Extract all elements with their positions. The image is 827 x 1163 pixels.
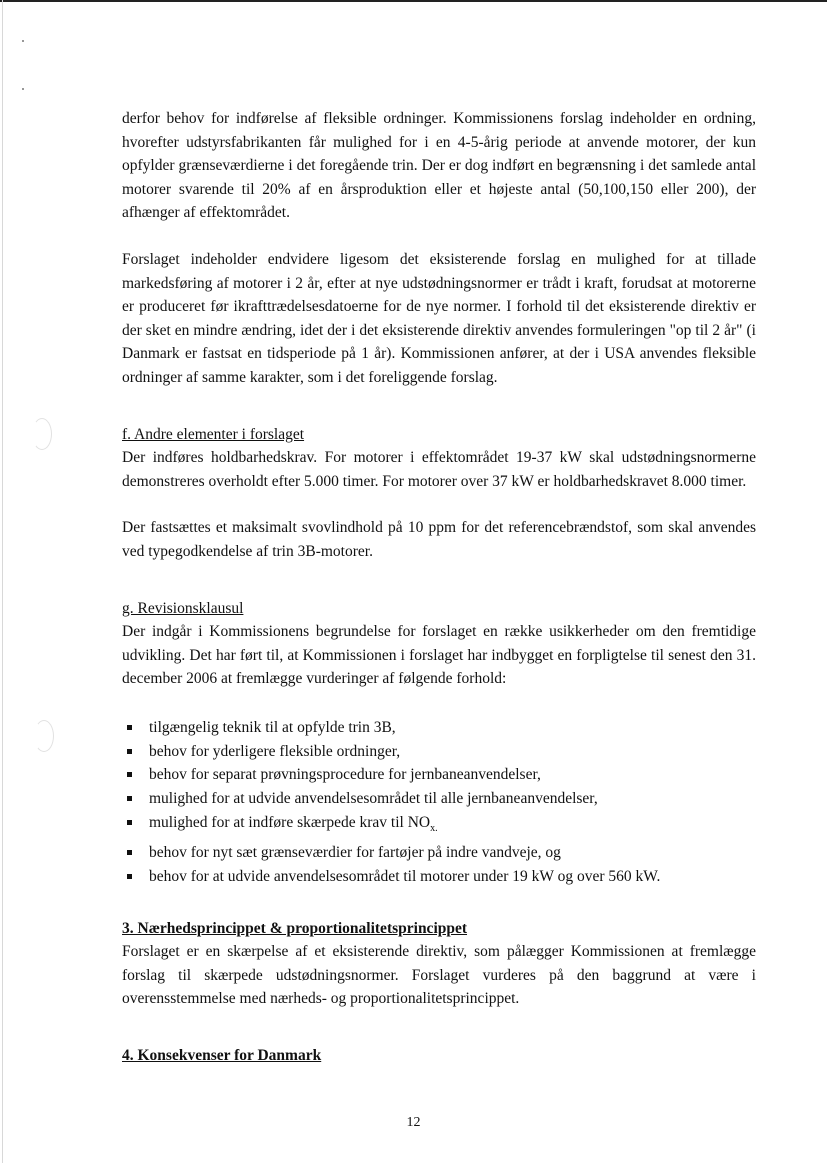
- paragraph-revision: Der indgår i Kommissionens begrundelse for forslaget en række usikkerheder om den fremtidige udvikling. Det har ført til, at Kommissionen i forslaget har indbygget en forpligtelse til senest den 31. december 2006 at fremlægge vurderinger af følgende forhold:: [122, 623, 756, 688]
- scan-speck: [22, 88, 24, 90]
- scan-speck: [22, 40, 24, 42]
- list-item: behov for at udvide anvendelsesområdet til motorer under 19 kW og over 560 kW.: [122, 865, 756, 889]
- list-item: mulighed for at indføre skærpede krav til $NO_{x.}$: [122, 811, 756, 841]
- section-heading-other-elements: f. Andre elementer i forslaget: [122, 425, 305, 443]
- paragraph-market-placement: Forslaget indeholder endvidere ligesom det eksisterende forslag en mulighed for at tillade markedsføring af motorer i 2 år, efter at nye udstødningsnormer er trådt i kraft, forudsat at motorerne er produceret før ikrafttrædelsesdatoerne for de nye normer. I forhold til det eksisterende direktiv er der sket en mindre ændring, idet der i det eksisterende direktiv anvendes formuleringen "op til 2 år" (i Danmark er fastsat en tidsperiode på 1 år). Kommissionen anfører, at der i USA anvendes fleksible ordninger af samme karakter, som i det foreliggende forslag.: [122, 250, 756, 386]
- bullet-icon: [127, 725, 132, 730]
- bullet-icon: [127, 772, 132, 777]
- scan-left-border: [2, 0, 3, 1163]
- bullet-icon: [127, 820, 132, 825]
- section-heading-subsidiarity: 3. Nærhedsprincippet & proportionalitetsprincippet: [122, 919, 468, 937]
- nox-subscript: x.: [430, 823, 438, 835]
- bullet-icon: [127, 874, 132, 879]
- list-item: tilgængelig teknik til at opfylde trin 3B,: [122, 716, 756, 740]
- scan-top-border: [0, 0, 827, 2]
- document-body: [122, 107, 756, 1068]
- paragraph-sulphur: Der fastsættes et maksimalt svovlindhold på 10 ppm for det referencebrændstof, som skal anvendes ved typegodkendelse af trin 3B-motorer.: [122, 519, 756, 560]
- paragraph-flexible-schemes: derfor behov for indførelse af fleksible ordninger. Kommissionens forslag indeholder en ordning, hvorefter udstyrsfabrikanten får mulighed for i en 4-5-årig periode at anvende motorer, der kun opfylder grænseværdierne i det foregående trin. Der er dog indført en begrænsning i det samlede antal motorer svarende til 20% af en årsproduktion eller et højeste antal (50,100,150 eller 200), der afhænger af effektområdet.: [122, 110, 756, 222]
- list-item: behov for separat prøvningsprocedure for jernbaneanvendelser,: [122, 763, 756, 787]
- page-number: 12: [406, 1115, 421, 1130]
- section-heading-revision-clause: g. Revisionsklausul: [122, 599, 244, 617]
- paragraph-durability: Der indføres holdbarhedskrav. For motorer i effektområdet 19-37 kW skal udstødningsnormerne demonstreres overholdt efter 5.000 timer. For motorer over 37 kW er holdbarhedskravet 8.000 timer.: [122, 449, 756, 490]
- section-heading-consequences: 4. Konsekvenser for Danmark: [122, 1046, 322, 1064]
- list-item: mulighed for at udvide anvendelsesområdet til alle jernbaneanvendelser,: [122, 787, 756, 811]
- punch-hole-mark: [34, 720, 54, 752]
- paragraph-subsidiarity: Forslaget er en skærpelse af et eksisterende direktiv, som pålægger Kommissionen at fremlægge forslag til skærpede udstødningsnormer. Forslaget vurderes på den baggrund at være i overensstemmelse med nærheds- og proportionalitetsprincippet.: [122, 943, 756, 1008]
- bullet-icon: [127, 796, 132, 801]
- bullet-icon: [127, 749, 132, 754]
- bullet-icon: [127, 850, 132, 855]
- revision-items-list: [122, 716, 756, 889]
- list-item: behov for nyt sæt grænseværdier for fartøjer på indre vandveje, og: [122, 841, 756, 865]
- list-item: behov for yderligere fleksible ordninger,: [122, 740, 756, 764]
- punch-hole-mark: [32, 418, 52, 450]
